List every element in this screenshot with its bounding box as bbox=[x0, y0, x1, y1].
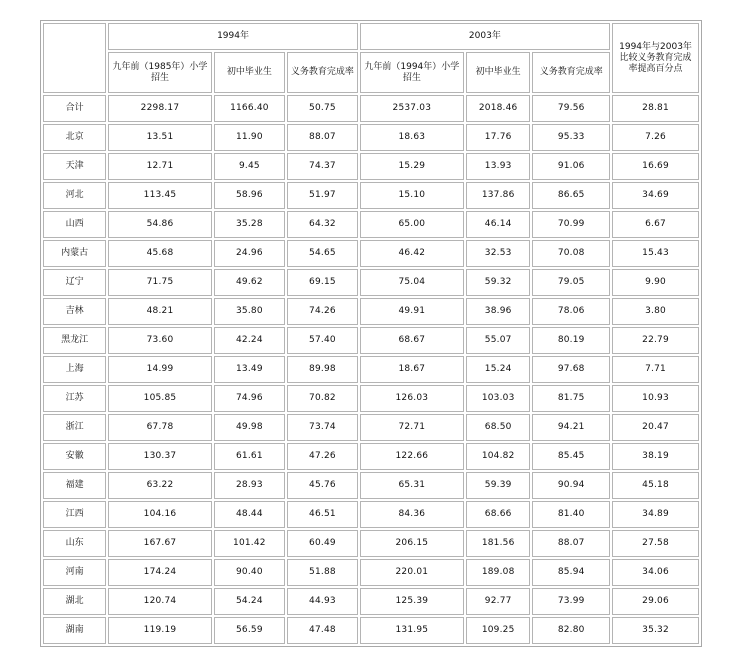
junior-2003-cell: 59.32 bbox=[466, 269, 530, 296]
rate-2003-cell: 88.07 bbox=[532, 530, 610, 557]
rate-2003-cell: 95.33 bbox=[532, 124, 610, 151]
junior-1994-cell: 90.40 bbox=[214, 559, 286, 586]
region-cell: 江西 bbox=[43, 501, 106, 528]
rate-2003-cell: 80.19 bbox=[532, 327, 610, 354]
header-primary-2003: 九年前（1994年）小学招生 bbox=[360, 52, 464, 93]
junior-1994-cell: 54.24 bbox=[214, 588, 286, 615]
primary-1994-cell: 167.67 bbox=[108, 530, 211, 557]
rate-1994-cell: 88.07 bbox=[287, 124, 358, 151]
rate-increase-cell: 29.06 bbox=[612, 588, 699, 615]
junior-2003-cell: 181.56 bbox=[466, 530, 530, 557]
junior-2003-cell: 92.77 bbox=[466, 588, 530, 615]
rate-1994-cell: 89.98 bbox=[287, 356, 358, 383]
rate-1994-cell: 46.51 bbox=[287, 501, 358, 528]
education-stats-table bbox=[40, 20, 702, 647]
rate-1994-cell: 60.49 bbox=[287, 530, 358, 557]
junior-2003-cell: 38.96 bbox=[466, 298, 530, 325]
junior-1994-cell: 49.62 bbox=[214, 269, 286, 296]
junior-1994-cell: 58.96 bbox=[214, 182, 286, 209]
primary-2003-cell: 125.39 bbox=[360, 588, 464, 615]
rate-2003-cell: 81.75 bbox=[532, 385, 610, 412]
rate-2003-cell: 97.68 bbox=[532, 356, 610, 383]
region-cell: 河南 bbox=[43, 559, 106, 586]
rate-2003-cell: 91.06 bbox=[532, 153, 610, 180]
primary-2003-cell: 131.95 bbox=[360, 617, 464, 644]
rate-1994-cell: 51.97 bbox=[287, 182, 358, 209]
primary-2003-cell: 2537.03 bbox=[360, 95, 464, 122]
rate-1994-cell: 73.74 bbox=[287, 414, 358, 441]
primary-1994-cell: 13.51 bbox=[108, 124, 211, 151]
primary-1994-cell: 14.99 bbox=[108, 356, 211, 383]
region-cell: 浙江 bbox=[43, 414, 106, 441]
header-group-1994: 1994年 bbox=[108, 23, 357, 50]
rate-2003-cell: 85.45 bbox=[532, 443, 610, 470]
primary-2003-cell: 122.66 bbox=[360, 443, 464, 470]
table-row bbox=[43, 327, 699, 354]
junior-1994-cell: 101.42 bbox=[214, 530, 286, 557]
rate-1994-cell: 69.15 bbox=[287, 269, 358, 296]
region-cell: 福建 bbox=[43, 472, 106, 499]
junior-2003-cell: 68.50 bbox=[466, 414, 530, 441]
rate-increase-cell: 10.93 bbox=[612, 385, 699, 412]
rate-2003-cell: 70.08 bbox=[532, 240, 610, 267]
table-row bbox=[43, 588, 699, 615]
rate-increase-cell: 6.67 bbox=[612, 211, 699, 238]
rate-2003-cell: 81.40 bbox=[532, 501, 610, 528]
rate-1994-cell: 57.40 bbox=[287, 327, 358, 354]
rate-2003-cell: 90.94 bbox=[532, 472, 610, 499]
primary-2003-cell: 126.03 bbox=[360, 385, 464, 412]
junior-2003-cell: 109.25 bbox=[466, 617, 530, 644]
junior-2003-cell: 2018.46 bbox=[466, 95, 530, 122]
junior-2003-cell: 17.76 bbox=[466, 124, 530, 151]
table-row bbox=[43, 501, 699, 528]
region-cell: 河北 bbox=[43, 182, 106, 209]
junior-1994-cell: 49.98 bbox=[214, 414, 286, 441]
table-row bbox=[43, 530, 699, 557]
primary-2003-cell: 15.10 bbox=[360, 182, 464, 209]
junior-1994-cell: 74.96 bbox=[214, 385, 286, 412]
junior-1994-cell: 9.45 bbox=[214, 153, 286, 180]
rate-increase-cell: 15.43 bbox=[612, 240, 699, 267]
junior-1994-cell: 35.28 bbox=[214, 211, 286, 238]
region-cell: 辽宁 bbox=[43, 269, 106, 296]
table-row bbox=[43, 182, 699, 209]
junior-1994-cell: 35.80 bbox=[214, 298, 286, 325]
junior-1994-cell: 11.90 bbox=[214, 124, 286, 151]
primary-2003-cell: 84.36 bbox=[360, 501, 464, 528]
junior-1994-cell: 48.44 bbox=[214, 501, 286, 528]
table-row bbox=[43, 298, 699, 325]
region-cell: 湖南 bbox=[43, 617, 106, 644]
rate-increase-cell: 22.79 bbox=[612, 327, 699, 354]
rate-1994-cell: 47.26 bbox=[287, 443, 358, 470]
rate-1994-cell: 54.65 bbox=[287, 240, 358, 267]
header-rate-2003: 义务教育完成率 bbox=[532, 52, 610, 93]
region-cell: 安徽 bbox=[43, 443, 106, 470]
primary-2003-cell: 18.63 bbox=[360, 124, 464, 151]
primary-1994-cell: 71.75 bbox=[108, 269, 211, 296]
primary-2003-cell: 65.00 bbox=[360, 211, 464, 238]
junior-2003-cell: 137.86 bbox=[466, 182, 530, 209]
rate-1994-cell: 74.37 bbox=[287, 153, 358, 180]
junior-1994-cell: 61.61 bbox=[214, 443, 286, 470]
rate-increase-cell: 7.26 bbox=[612, 124, 699, 151]
rate-2003-cell: 79.05 bbox=[532, 269, 610, 296]
region-cell: 山西 bbox=[43, 211, 106, 238]
rate-2003-cell: 70.99 bbox=[532, 211, 610, 238]
primary-1994-cell: 2298.17 bbox=[108, 95, 211, 122]
table-row bbox=[43, 443, 699, 470]
primary-1994-cell: 73.60 bbox=[108, 327, 211, 354]
region-cell: 合计 bbox=[43, 95, 106, 122]
primary-2003-cell: 206.15 bbox=[360, 530, 464, 557]
rate-increase-cell: 16.69 bbox=[612, 153, 699, 180]
table-row bbox=[43, 385, 699, 412]
table-row bbox=[43, 95, 699, 122]
table-row bbox=[43, 124, 699, 151]
primary-1994-cell: 104.16 bbox=[108, 501, 211, 528]
header-row-columns bbox=[43, 52, 699, 93]
junior-2003-cell: 189.08 bbox=[466, 559, 530, 586]
table-row bbox=[43, 559, 699, 586]
primary-2003-cell: 46.42 bbox=[360, 240, 464, 267]
header-rate-increase: 1994年与2003年比较义务教育完成率提高百分点 bbox=[612, 23, 699, 93]
primary-1994-cell: 113.45 bbox=[108, 182, 211, 209]
primary-2003-cell: 75.04 bbox=[360, 269, 464, 296]
primary-1994-cell: 63.22 bbox=[108, 472, 211, 499]
rate-2003-cell: 86.65 bbox=[532, 182, 610, 209]
header-junior-2003: 初中毕业生 bbox=[466, 52, 530, 93]
junior-1994-cell: 13.49 bbox=[214, 356, 286, 383]
region-cell: 吉林 bbox=[43, 298, 106, 325]
rate-2003-cell: 94.21 bbox=[532, 414, 610, 441]
primary-2003-cell: 72.71 bbox=[360, 414, 464, 441]
rate-increase-cell: 27.58 bbox=[612, 530, 699, 557]
rate-1994-cell: 44.93 bbox=[287, 588, 358, 615]
primary-1994-cell: 130.37 bbox=[108, 443, 211, 470]
junior-2003-cell: 103.03 bbox=[466, 385, 530, 412]
table-row bbox=[43, 269, 699, 296]
junior-2003-cell: 46.14 bbox=[466, 211, 530, 238]
table-row bbox=[43, 211, 699, 238]
rate-increase-cell: 20.47 bbox=[612, 414, 699, 441]
rate-2003-cell: 79.56 bbox=[532, 95, 610, 122]
rate-1994-cell: 47.48 bbox=[287, 617, 358, 644]
rate-increase-cell: 34.06 bbox=[612, 559, 699, 586]
rate-2003-cell: 82.80 bbox=[532, 617, 610, 644]
header-corner-cell bbox=[43, 23, 106, 93]
primary-1994-cell: 67.78 bbox=[108, 414, 211, 441]
primary-1994-cell: 105.85 bbox=[108, 385, 211, 412]
rate-increase-cell: 9.90 bbox=[612, 269, 699, 296]
rate-1994-cell: 70.82 bbox=[287, 385, 358, 412]
region-cell: 上海 bbox=[43, 356, 106, 383]
junior-2003-cell: 15.24 bbox=[466, 356, 530, 383]
table-row bbox=[43, 240, 699, 267]
junior-2003-cell: 68.66 bbox=[466, 501, 530, 528]
table-row bbox=[43, 356, 699, 383]
table-row bbox=[43, 414, 699, 441]
rate-1994-cell: 45.76 bbox=[287, 472, 358, 499]
region-cell: 北京 bbox=[43, 124, 106, 151]
rate-2003-cell: 78.06 bbox=[532, 298, 610, 325]
header-rate-1994: 义务教育完成率 bbox=[287, 52, 358, 93]
header-group-2003: 2003年 bbox=[360, 23, 610, 50]
primary-1994-cell: 45.68 bbox=[108, 240, 211, 267]
rate-1994-cell: 50.75 bbox=[287, 95, 358, 122]
junior-1994-cell: 1166.40 bbox=[214, 95, 286, 122]
rate-increase-cell: 34.69 bbox=[612, 182, 699, 209]
header-primary-1994: 九年前（1985年）小学招生 bbox=[108, 52, 211, 93]
table-row bbox=[43, 617, 699, 644]
primary-2003-cell: 15.29 bbox=[360, 153, 464, 180]
region-cell: 内蒙古 bbox=[43, 240, 106, 267]
primary-1994-cell: 119.19 bbox=[108, 617, 211, 644]
junior-2003-cell: 32.53 bbox=[466, 240, 530, 267]
rate-increase-cell: 34.89 bbox=[612, 501, 699, 528]
primary-1994-cell: 174.24 bbox=[108, 559, 211, 586]
rate-increase-cell: 28.81 bbox=[612, 95, 699, 122]
rate-2003-cell: 73.99 bbox=[532, 588, 610, 615]
primary-1994-cell: 12.71 bbox=[108, 153, 211, 180]
header-junior-1994: 初中毕业生 bbox=[214, 52, 286, 93]
junior-1994-cell: 24.96 bbox=[214, 240, 286, 267]
rate-increase-cell: 45.18 bbox=[612, 472, 699, 499]
junior-2003-cell: 55.07 bbox=[466, 327, 530, 354]
primary-2003-cell: 65.31 bbox=[360, 472, 464, 499]
primary-2003-cell: 220.01 bbox=[360, 559, 464, 586]
primary-2003-cell: 68.67 bbox=[360, 327, 464, 354]
region-cell: 天津 bbox=[43, 153, 106, 180]
rate-increase-cell: 38.19 bbox=[612, 443, 699, 470]
primary-1994-cell: 48.21 bbox=[108, 298, 211, 325]
region-cell: 湖北 bbox=[43, 588, 106, 615]
rate-increase-cell: 35.32 bbox=[612, 617, 699, 644]
junior-2003-cell: 59.39 bbox=[466, 472, 530, 499]
region-cell: 黑龙江 bbox=[43, 327, 106, 354]
primary-1994-cell: 54.86 bbox=[108, 211, 211, 238]
junior-1994-cell: 28.93 bbox=[214, 472, 286, 499]
junior-2003-cell: 104.82 bbox=[466, 443, 530, 470]
rate-1994-cell: 74.26 bbox=[287, 298, 358, 325]
junior-1994-cell: 56.59 bbox=[214, 617, 286, 644]
table-body bbox=[43, 95, 699, 644]
rate-1994-cell: 64.32 bbox=[287, 211, 358, 238]
rate-increase-cell: 3.80 bbox=[612, 298, 699, 325]
region-cell: 山东 bbox=[43, 530, 106, 557]
header-row-groups bbox=[43, 23, 699, 50]
rate-increase-cell: 7.71 bbox=[612, 356, 699, 383]
junior-1994-cell: 42.24 bbox=[214, 327, 286, 354]
primary-2003-cell: 18.67 bbox=[360, 356, 464, 383]
table-row bbox=[43, 153, 699, 180]
primary-2003-cell: 49.91 bbox=[360, 298, 464, 325]
junior-2003-cell: 13.93 bbox=[466, 153, 530, 180]
rate-1994-cell: 51.88 bbox=[287, 559, 358, 586]
table-row bbox=[43, 472, 699, 499]
rate-2003-cell: 85.94 bbox=[532, 559, 610, 586]
primary-1994-cell: 120.74 bbox=[108, 588, 211, 615]
region-cell: 江苏 bbox=[43, 385, 106, 412]
